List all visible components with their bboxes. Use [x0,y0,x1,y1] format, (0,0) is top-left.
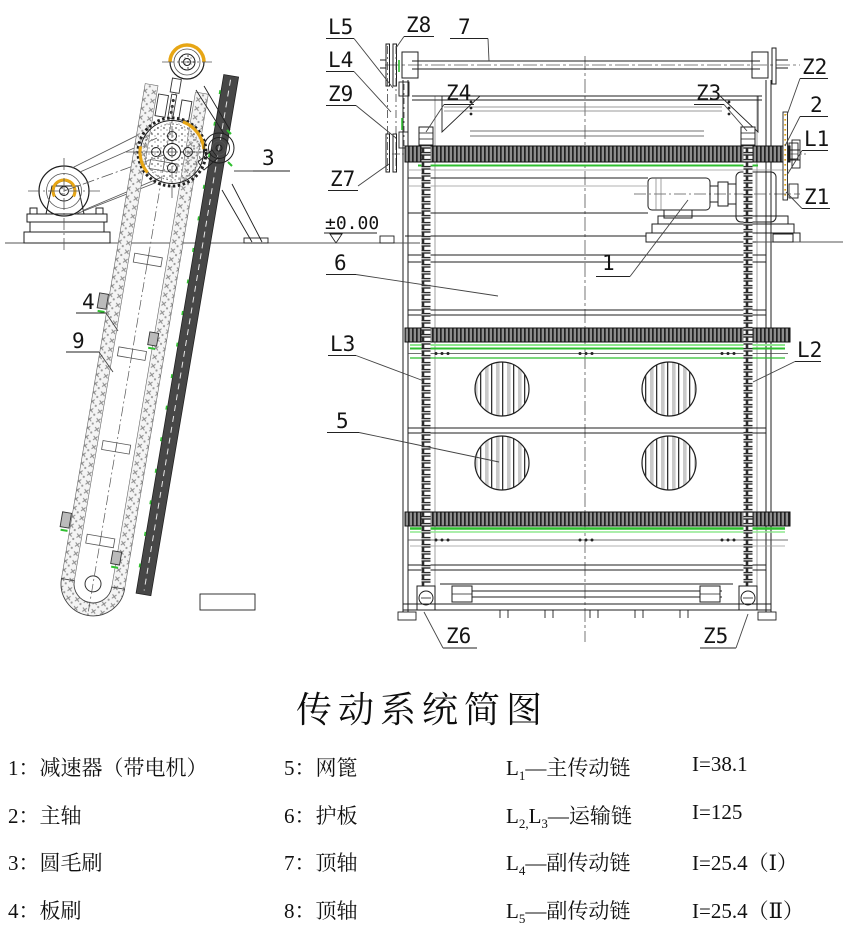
label-grate [327,409,499,462]
svg-text:L3: L3 [330,332,356,356]
svg-text:L5: L5 [328,15,354,39]
svg-text:Z3: Z3 [696,81,722,105]
legend-row [0,847,843,877]
transport-chains [417,127,757,610]
label-round-brush [234,146,290,171]
top-pulley [162,45,212,79]
legend-part-left: 4：板刷 [8,899,82,923]
lower-foot [200,594,255,610]
svg-text:Z7: Z7 [330,167,356,191]
label-top-shaft [450,15,489,61]
label-Z1 [786,185,830,209]
chain-L2 [744,130,753,602]
legend-part-left: 3：圆毛刷 [8,851,103,875]
legend-part-mid: 7：顶轴 [284,851,358,875]
elevation-marker [318,233,420,243]
sprocket-z3 [741,127,755,145]
svg-text:L1: L1 [804,127,830,151]
label-Z3 [694,81,747,131]
chain-L3 [422,130,431,602]
svg-text:L4: L4 [328,48,354,72]
side-view [5,45,325,625]
front-view [318,44,843,642]
legend-pitch: I=125 [692,800,743,824]
svg-text:Z6: Z6 [446,624,472,648]
label-gear-motor [596,200,688,277]
legend-chain: $L_5—$副传动链 [506,899,631,927]
label-Z8 [396,13,434,48]
legend-row [0,800,843,830]
tensioner [155,76,195,121]
label-Z9 [326,82,396,138]
svg-text:±0.00: ±0.00 [325,213,380,234]
legend-row [0,895,843,925]
svg-text:L2: L2 [797,338,823,362]
svg-text:9: 9 [72,329,85,353]
svg-text:Z2: Z2 [802,55,828,79]
svg-text:Z8: Z8 [406,13,432,37]
label-elevation [325,213,379,234]
top-shaft [380,44,800,86]
sprocket-z4 [419,127,433,145]
legend-part-mid: 6：护板 [284,804,358,828]
label-Z5 [700,614,748,648]
legend-row [0,752,843,782]
svg-text:2: 2 [810,93,823,117]
svg-text:Z9: Z9 [328,82,354,106]
label-guard [326,251,498,296]
bottom-assembly [398,584,776,620]
guard-panels [405,178,766,570]
mid-band-2 [405,512,790,546]
drawing-title: 传动系统简图 [296,690,549,730]
support-legs [222,184,268,243]
legend-chain: $L_1—$主传动链 [506,756,631,784]
svg-text:3: 3 [262,146,275,170]
legend-part-left: 2：主轴 [8,804,82,828]
svg-text:Z5: Z5 [703,624,729,648]
legend-part-mid: 5：网篦 [284,756,358,780]
svg-text:Z4: Z4 [446,81,472,105]
label-Z7 [328,164,389,191]
legend-pitch: I=38.1 [692,752,748,776]
legend-chain: $L_4—$副传动链 [506,851,631,879]
svg-text:1: 1 [602,251,615,275]
legend-part-mid: 8：顶轴 [284,899,358,923]
legend-chain: $L_{2,}L_3—$运输链 [506,804,632,832]
label-Z6 [424,612,477,648]
svg-text:Z1: Z1 [804,185,830,209]
bearing-pedestal [24,158,110,252]
mesh-grates [475,362,696,490]
legend-part-left: 1：减速器（带电机） [8,756,208,780]
legend-pitch: I=25.4（Ⅱ） [692,899,804,923]
mid-band-1 [405,328,790,358]
svg-text:7: 7 [458,15,471,39]
svg-text:6: 6 [334,251,347,275]
legend-pitch: I=25.4（Ⅰ） [692,851,798,875]
svg-text:5: 5 [336,409,349,433]
svg-text:4: 4 [82,290,95,314]
